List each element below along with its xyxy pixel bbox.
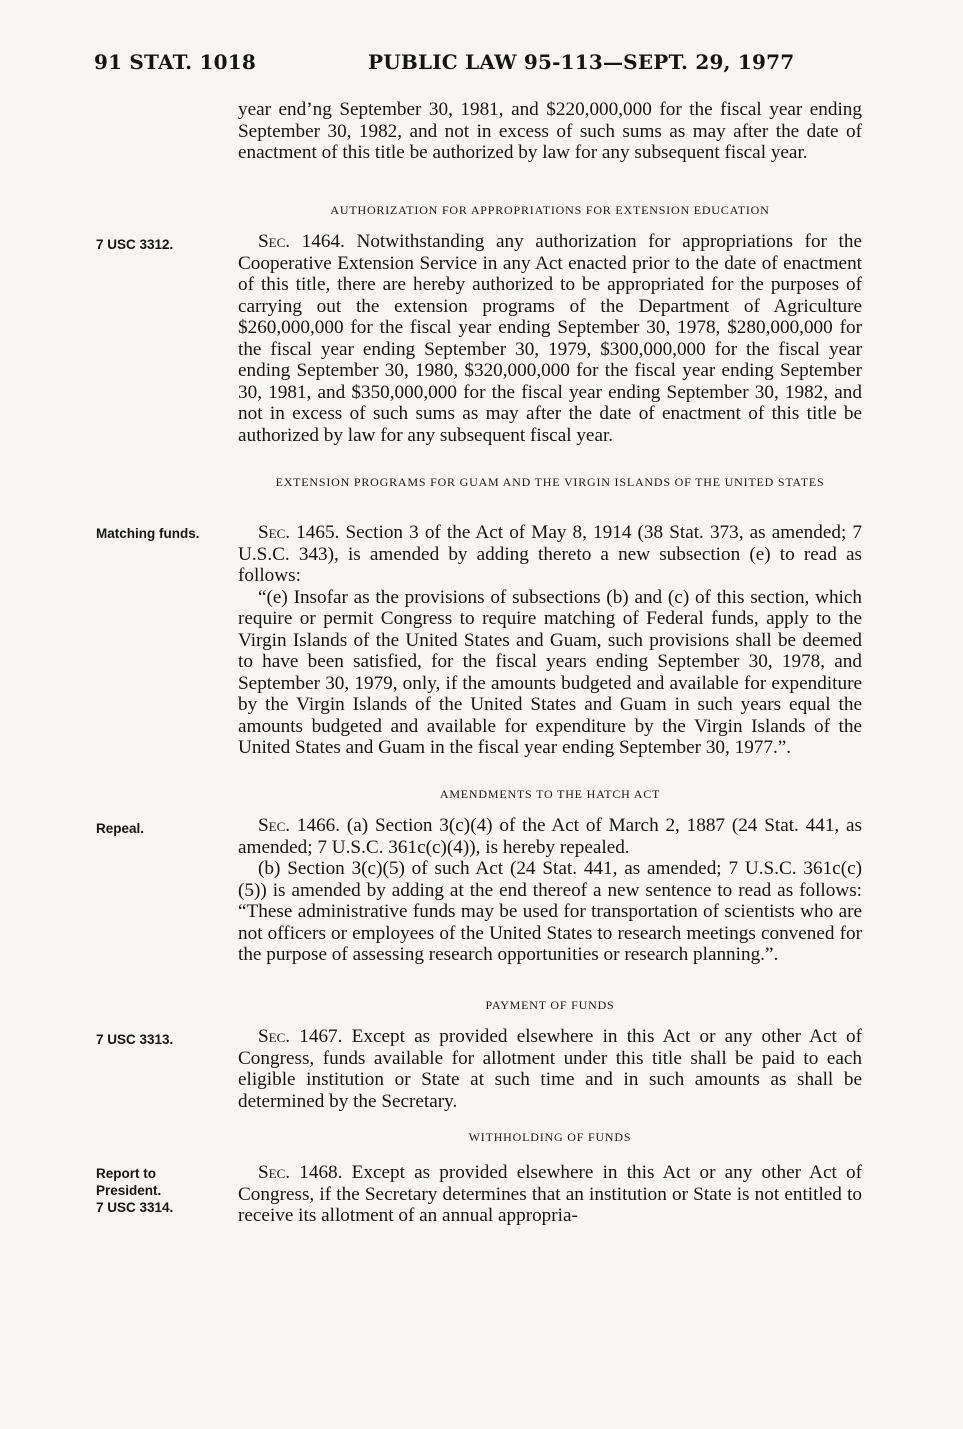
- section-1464-margin-note: 7 USC 3312.: [96, 237, 174, 252]
- section-1465-label: Sec. 1465.: [258, 522, 340, 543]
- section-1468-margin-note-usc: 7 USC 3314.: [96, 1200, 174, 1215]
- section-1467-heading: PAYMENT OF FUNDS: [485, 998, 615, 1012]
- section-1467-text: Except as provided elsewhere in this Act or any other Act of Congress, funds available for allotment under this title shall be paid to each eligible institution or State at such time and in such amounts as shall be determined by the Secretary.: [238, 1026, 862, 1112]
- section-1466-label: Sec. 1466.: [258, 815, 341, 836]
- section-1464-label: Sec. 1464.: [258, 231, 345, 252]
- section-1466-paragraph-a: [238, 815, 862, 858]
- section-1464-paragraph: [238, 231, 862, 446]
- opening-paragraph: [238, 99, 862, 164]
- section-1465-quoted-subsection: “(e) Insofar as the provisions of subsections (b) and (c) of this section, which require or permit Congress to require matching of Federal funds, apply to the Virgin Islands of the United States and Guam, such provisions shall be deemed to have been satisfied, for the fiscal years ending September 30, 1978, and September 30, 1979, only, if the amounts budgeted and available for expenditure by the Virgin Islands of the United States and Guam in such years equal the amounts budgeted and available for expenditure by the Virgin Islands of the United States and Guam in the fiscal year ending September 30, 1977.”.: [238, 586, 862, 758]
- section-1468-text: Except as provided elsewhere in this Act or any other Act of Congress, if the Secretary determines that an institution or State is not entitled to receive its allotment of an annual appropria-: [238, 1162, 862, 1226]
- opening-text: year end’ng September 30, 1981, and $220,000,000 for the fiscal year ending September 30, 1982, and not in excess of such sums as may after the date of enactment of this title be authorized by law for any subsequent fiscal year.: [238, 99, 862, 163]
- section-1466-heading: AMENDMENTS TO THE HATCH ACT: [439, 787, 661, 801]
- section-1465-body: [238, 522, 862, 759]
- section-1466-margin-note: Repeal.: [96, 821, 145, 836]
- section-1466-text-a: (a) Section 3(c)(4) of the Act of March 2, 1887 (24 Stat. 441, as amended; 7 U.S.C. 361c(c)(4)), is hereby repealed.: [238, 815, 862, 858]
- section-1465-margin-note: Matching funds.: [96, 526, 200, 541]
- section-1468-label: Sec. 1468.: [258, 1162, 343, 1183]
- section-1468-heading: WITHHOLDING OF FUNDS: [468, 1130, 632, 1144]
- section-1467-label: Sec. 1467.: [258, 1026, 343, 1047]
- section-1466-paragraph-b: (b) Section 3(c)(5) of such Act (24 Stat. 441, as amended; 7 U.S.C. 361c(c)(5)) is amended by adding at the end thereof a new sentence to read as follows: “These administrative funds may be used for transportation of scientists who are not officers or employees of the United States to research meetings convened for the purpose of assessing research opportunities or research planning.”.: [238, 858, 862, 965]
- section-1464-heading: AUTHORIZATION FOR APPROPRIATIONS FOR EXTENSION EDUCATION: [330, 203, 770, 217]
- section-1464-body: [238, 231, 862, 446]
- section-1467-paragraph: [238, 1026, 862, 1112]
- section-1465-heading: EXTENSION PROGRAMS FOR GUAM AND THE VIRGIN ISLANDS OF THE UNITED STATES: [275, 475, 825, 489]
- section-1468-margin-note-report: Report to: [96, 1166, 156, 1181]
- section-1467-body: [238, 1026, 862, 1112]
- section-1465-paragraph: [238, 522, 862, 587]
- section-1465-text: Section 3 of the Act of May 8, 1914 (38 Stat. 373, as amended; 7 U.S.C. 343), is amended by adding thereto a new subsection (e) to read as follows:: [238, 522, 862, 586]
- section-1464-text: Notwithstanding any authorization for appropriations for the Cooperative Extension Service in any Act enacted prior to the date of enactment of this title, there are hereby authorized to be appropriated for the purposes of carrying out the extension programs of the Department of Agriculture $260,000,000 for the fiscal year ending September 30, 1978, $280,000,000 for the fiscal year ending September 30, 1979, $300,000,000 for the fiscal year ending September 30, 1980, $320,000,000 for the fiscal year ending September 30, 1981, and $350,000,000 for the fiscal year ending September 30, 1982, and not in excess of such sums as may after the date of enactment of this title be authorized by law for any subsequent fiscal year.: [238, 231, 862, 446]
- section-1467-margin-note: 7 USC 3313.: [96, 1032, 174, 1047]
- section-1466-body: [238, 815, 862, 966]
- law-title: PUBLIC LAW 95-113—SEPT. 29, 1977: [368, 50, 795, 74]
- section-1468-margin-notes: [96, 1165, 226, 1216]
- section-1468-body: [238, 1162, 862, 1227]
- section-1468-margin-note-president: President.: [96, 1183, 162, 1198]
- section-1468-paragraph: [238, 1162, 862, 1227]
- page-reference: 91 STAT. 1018: [94, 50, 256, 74]
